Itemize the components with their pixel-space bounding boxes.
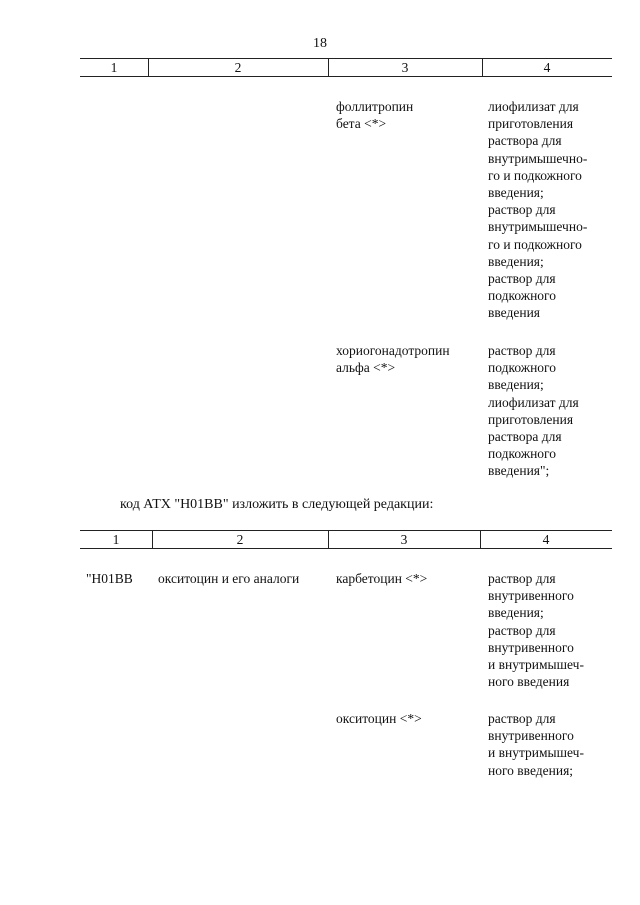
table1-header [80, 58, 612, 77]
text-line: раствор для [488, 571, 556, 586]
text-line: введения; [488, 185, 544, 201]
text-line: раствора для [488, 133, 562, 149]
text-line: окситоцин <*> [336, 711, 422, 726]
text-line: фоллитропин [336, 99, 414, 114]
text-line: раствор для [488, 343, 556, 358]
text-line: подкожного [488, 288, 556, 304]
text-line: введения; [488, 377, 544, 393]
text-line: раствор для [488, 711, 556, 726]
text-line: раствор для [488, 271, 556, 287]
text-line: го и подкожного [488, 167, 582, 183]
text-line: внутривенного [488, 728, 574, 744]
table1-header-col2: 2 [234, 60, 242, 75]
text-line: введения [488, 305, 541, 321]
table2-row1-drug-name [336, 570, 427, 587]
table2-header-col4: 4 [542, 532, 550, 547]
table2-row2-dosage-forms [488, 710, 584, 779]
text-line: и внутримышеч- [488, 657, 584, 673]
text-line: раствора для [488, 429, 562, 445]
text-line: го и подкожного [488, 236, 582, 252]
table2-row1-group-name: окситоцин и его аналоги [158, 571, 300, 586]
text-line: приготовления [488, 116, 574, 132]
table1-header-col4: 4 [543, 60, 551, 75]
text-line: введения"; [488, 463, 550, 479]
text-line: внутривенного [488, 639, 574, 655]
table1-row1-drug-name [336, 98, 413, 132]
table2-header [80, 530, 612, 549]
text-line: альфа <*> [336, 360, 396, 376]
text-line: ного введения [488, 674, 570, 690]
table1-row2-dosage-forms [488, 342, 579, 480]
intro-paragraph: код АТХ "H01BB" изложить в следующей редакции: [120, 497, 434, 512]
text-line: подкожного [488, 360, 556, 376]
text-line: лиофилизат для [488, 99, 579, 114]
text-line: внутривенного [488, 588, 574, 604]
text-line: введения; [488, 253, 544, 269]
text-line: лиофилизат для [488, 394, 579, 410]
table2-header-col2: 2 [236, 532, 244, 547]
text-line: раствор для [488, 202, 556, 218]
text-line: хориогонадотропин [336, 343, 450, 358]
table2-row1-atc-code: "H01BB [86, 571, 133, 586]
table1-row2-drug-name [336, 342, 450, 376]
table2-row1-dosage-forms [488, 570, 584, 690]
text-line: приготовления [488, 411, 574, 427]
table2-header-col3: 3 [400, 532, 408, 547]
table2-row2-drug-name [336, 710, 422, 727]
text-line: бета <*> [336, 116, 387, 132]
table1-header-col1: 1 [110, 60, 118, 75]
table1-header-col3: 3 [401, 60, 409, 75]
text-line: внутримышечно- [488, 219, 588, 235]
text-line: ного введения; [488, 762, 574, 778]
table1-row1-dosage-forms [488, 98, 587, 322]
text-line: карбетоцин <*> [336, 571, 428, 586]
page-number: 18 [313, 36, 327, 51]
text-line: внутримышечно- [488, 150, 588, 166]
text-line: раствор для [488, 622, 556, 638]
table2-header-col1: 1 [112, 532, 120, 547]
text-line: введения; [488, 605, 544, 621]
text-line: и внутримышеч- [488, 745, 584, 761]
text-line: подкожного [488, 446, 556, 462]
